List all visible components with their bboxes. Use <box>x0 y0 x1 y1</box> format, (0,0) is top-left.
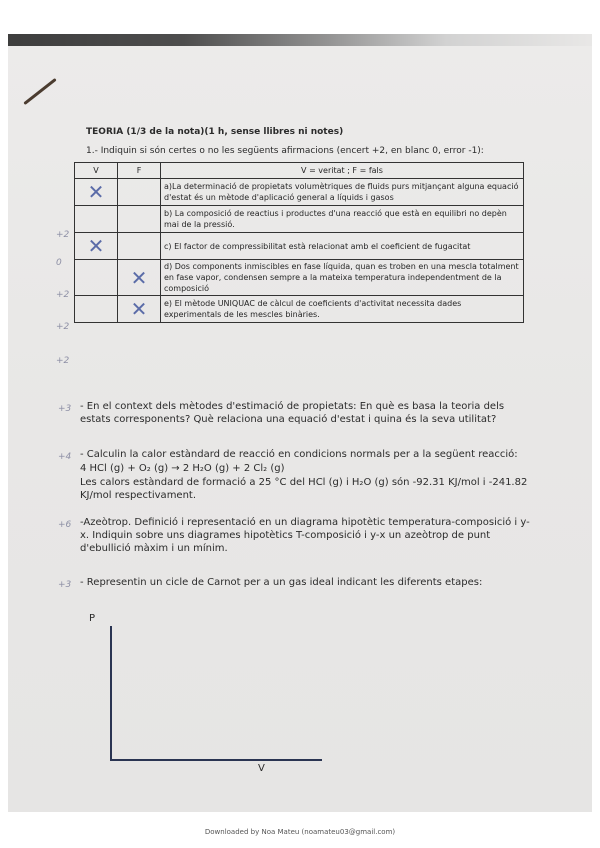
q1-prompt: 1.- Indiquin si són certes o no les següents afirmacions (encert +2, en blanc 0, error -1): <box>86 146 484 156</box>
statement-cell: e) El mètode UNIQUAC de càlcul de coeficients d'activitat necessita dades experimentals de les mescles binàries. <box>161 296 524 323</box>
row-score: +2 <box>56 322 70 332</box>
y-axis-line <box>110 626 112 760</box>
q3-line1: - Calculin la calor estàndard de reacció en condicions normals per a la següent reacció: <box>80 449 518 460</box>
q2-score: +3 <box>58 404 72 414</box>
statement-cell: d) Dos components inmiscibles en fase líquida, quan es troben en una mescla totalment en fase vapor, condensen sempre a la mateixa temperatura independentment de la composició <box>161 260 524 296</box>
answer-v-cell[interactable] <box>75 179 118 206</box>
cross-mark <box>128 236 150 256</box>
answer-f-cell[interactable] <box>118 296 161 323</box>
download-footer: Downloaded by Noa Mateu (noamateu03@gmail.com) <box>204 828 396 836</box>
table-row <box>75 206 524 233</box>
answer-f-cell[interactable] <box>118 233 161 260</box>
q4-score: +6 <box>58 520 72 530</box>
table-row <box>75 296 524 323</box>
answer-v-cell[interactable] <box>75 296 118 323</box>
col-f-header: F <box>118 163 161 179</box>
exam-title: TEORIA (1/3 de la nota)(1 h, sense llibres ni notes) <box>86 127 344 137</box>
table-row <box>75 233 524 260</box>
cross-mark <box>85 299 107 319</box>
row-score: +2 <box>56 356 70 366</box>
cross-mark: ✕ <box>87 180 105 204</box>
axis-v-label: V <box>258 763 265 774</box>
cross-mark <box>85 268 107 288</box>
table-row <box>75 179 524 206</box>
q5-score: +3 <box>58 580 72 590</box>
table-row <box>75 260 524 296</box>
q3-equation: 4 HCl (g) + O₂ (g) → 2 H₂O (g) + 2 Cl₂ (g) <box>80 463 285 474</box>
axis-p-label: P <box>89 613 96 624</box>
row-score: +2 <box>56 230 70 240</box>
q3-data: Les calors estàndard de formació a 25 °C del HCl (g) i H₂O (g) són -92.31 KJ/mol i -241.82 KJ/mol respectivament. <box>80 477 528 501</box>
q2-text: - En el context dels mètodes d'estimació de propietats: En què es basa la teoria dels estats corresponents? Què relaciona una equació d'estat i quina és la seva utilitat? <box>80 401 505 425</box>
answer-v-cell[interactable] <box>75 206 118 233</box>
cross-mark: ✕ <box>130 265 148 290</box>
col-v-header: V <box>75 163 118 179</box>
answer-f-cell[interactable] <box>118 206 161 233</box>
answer-f-cell[interactable] <box>118 260 161 296</box>
q3-score: +4 <box>58 452 72 462</box>
table-header-row <box>75 163 524 179</box>
photo-edge-shadow <box>8 34 592 46</box>
cross-mark: ✕ <box>87 234 105 258</box>
answer-v-cell[interactable] <box>75 260 118 296</box>
statement-cell: b) La composició de reactius i productes d'una reacció que està en equilibri no depèn mai de la pressió. <box>161 206 524 233</box>
row-score: 0 <box>56 258 62 268</box>
x-axis-line <box>110 759 322 761</box>
cross-mark <box>128 182 150 202</box>
col-legend-header: V = veritat ; F = fals <box>161 163 524 179</box>
pen-mark <box>23 78 56 105</box>
q5-text: - Representin un cicle de Carnot per a un gas ideal indicant les diferents etapes: <box>80 577 483 588</box>
cross-mark <box>128 209 150 229</box>
answer-f-cell[interactable] <box>118 179 161 206</box>
cross-mark: ✕ <box>130 297 148 321</box>
cross-mark <box>85 209 107 229</box>
statement-cell: c) El factor de compressibilitat està relacionat amb el coeficient de fugacitat <box>161 233 524 260</box>
q4-text: -Azeòtrop. Definició i representació en un diagrama hipotètic temperatura-composició i y-x. Indiquin sobre uns diagrames hipotètics T-composició i y-x un azeòtrop de punt d'ebullició màxim i un mínim. <box>80 517 530 554</box>
row-score: +2 <box>56 290 70 300</box>
statement-cell: a)La determinació de propietats volumètriques de fluids purs mitjançant alguna equació d'estat és un mètode d'aplicació general a líquids i gasos <box>161 179 524 206</box>
true-false-table <box>74 162 524 323</box>
answer-v-cell[interactable] <box>75 233 118 260</box>
